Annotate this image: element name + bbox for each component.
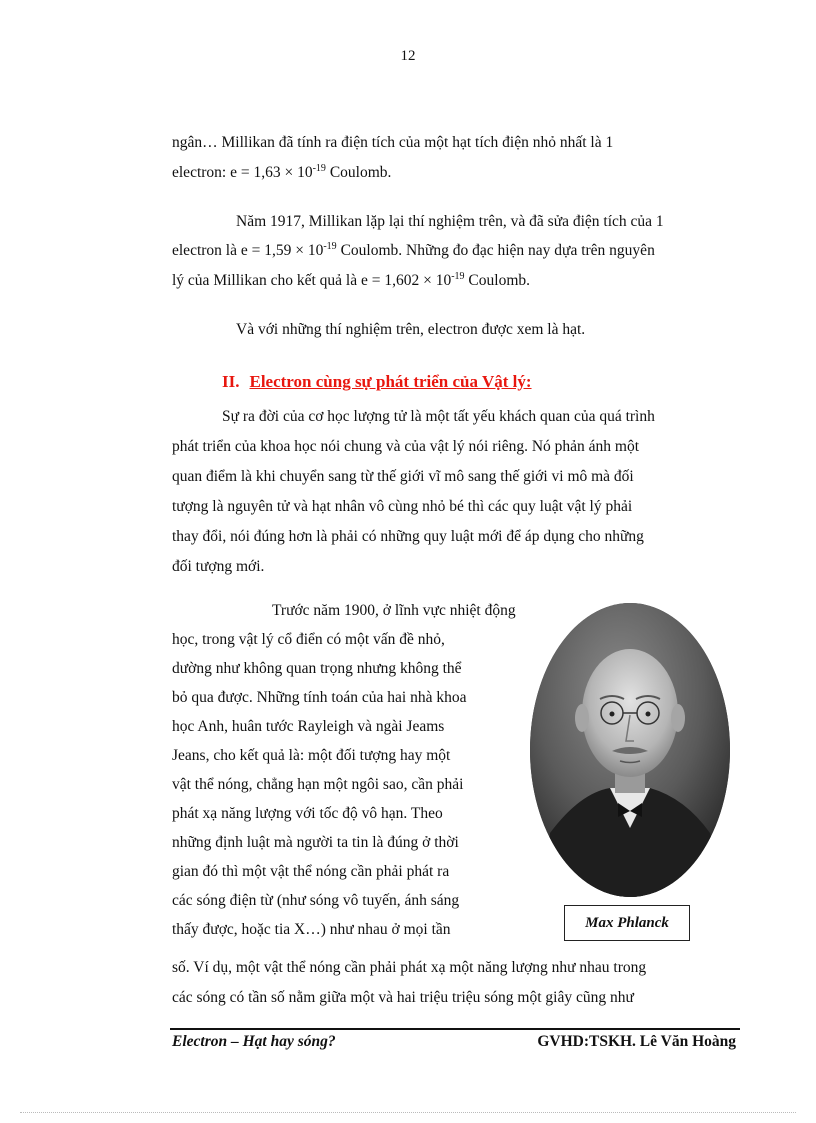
footer-advisor: GVHD:TSKH. Lê Văn Hoàng [537, 1033, 736, 1050]
text-run: Coulomb. [325, 164, 392, 181]
paragraph-5-line-7: vật thể nóng, chẳng hạn một ngôi sao, cần phải [172, 776, 464, 793]
paragraph-5-line-1: Trước năm 1900, ở lĩnh vực nhiệt động [272, 602, 516, 619]
portrait-photo [530, 603, 730, 897]
paragraph-2-line-3 [172, 271, 530, 291]
exponent: -19 [323, 241, 337, 252]
paragraph-4-line-4: tượng là nguyên tử và hạt nhân vô cùng nhỏ bé thì các quy luật vật lý phải [172, 498, 633, 515]
paragraph-1-line-1: ngân… Millikan đã tính ra điện tích của một hạt tích điện nhỏ nhất là 1 [172, 134, 614, 151]
page-bottom-border [20, 1112, 796, 1113]
paragraph-4-line-5: thay đổi, nói đúng hơn là phải có những quy luật mới để áp dụng cho những [172, 528, 644, 545]
paragraph-4-line-1: Sự ra đời của cơ học lượng tử là một tất yếu khách quan của quá trình [222, 408, 655, 425]
paragraph-4-line-6: đối tượng mới. [172, 558, 265, 575]
paragraph-5-line-11: các sóng điện từ (như sóng vô tuyến, ánh sáng [172, 892, 460, 909]
text-run: electron là e = 1,59 × 10 [172, 242, 324, 259]
footer-divider [170, 1028, 740, 1030]
text-run: electron: e = 1,63 × 10 [172, 164, 313, 181]
paragraph-2-line-2 [172, 241, 655, 261]
text-run: lý của Millikan cho kết quả là e = 1,602 × 10 [172, 272, 452, 289]
paragraph-5-line-2: học, trong vật lý cổ điển có một vấn đề nhỏ, [172, 631, 445, 648]
paragraph-5-line-8: phát xạ năng lượng với tốc độ vô hạn. Theo [172, 805, 443, 822]
paragraph-5-line-3: dường như không quan trọng nhưng không thể [172, 660, 462, 677]
footer-document-title: Electron – Hạt hay sóng? [172, 1033, 336, 1050]
section-number: II. [222, 372, 240, 391]
paragraph-5-line-13: số. Ví dụ, một vật thể nóng cần phải phát xạ một năng lượng như nhau trong [172, 959, 647, 976]
exponent: -19 [451, 271, 465, 282]
section-heading [222, 372, 532, 392]
paragraph-5-line-6: Jeans, cho kết quả là: một đối tượng hay một [172, 747, 451, 764]
text-run: Coulomb. Những đo đạc hiện nay dựa trên nguyên [336, 242, 655, 259]
section-title: Electron cùng sự phát triển của Vật lý: [249, 372, 532, 391]
paragraph-5-line-14: các sóng có tần số nằm giữa một và hai triệu triệu sóng một giây cũng như [172, 989, 634, 1006]
exponent: -19 [312, 163, 326, 174]
page-number: 12 [400, 48, 416, 64]
paragraph-1-line-2 [172, 163, 391, 183]
paragraph-3: Và với những thí nghiệm trên, electron được xem là hạt. [236, 321, 586, 338]
text-run: Coulomb. [464, 272, 530, 289]
paragraph-5-line-10: gian đó thì một vật thể nóng cần phải phát ra [172, 863, 450, 880]
paragraph-5-line-9: những định luật mà người ta tin là đúng ở thời [172, 834, 459, 851]
paragraph-4-line-3: quan điểm là khi chuyển sang từ thế giới vĩ mô sang thế giới vi mô mà đối [172, 468, 634, 485]
portrait-caption: Max Phlanck [564, 905, 690, 941]
portrait-drawing [530, 603, 730, 897]
paragraph-5-line-12: thấy được, hoặc tia X…) như nhau ở mọi tần [172, 921, 451, 938]
paragraph-5-line-4: bỏ qua được. Những tính toán của hai nhà khoa [172, 689, 467, 706]
paragraph-2-line-1: Năm 1917, Millikan lặp lại thí nghiệm trên, và đã sửa điện tích của 1 [236, 213, 664, 230]
paragraph-4-line-2: phát triển của khoa học nói chung và của vật lý nói riêng. Nó phản ánh một [172, 438, 640, 455]
paragraph-5-line-5: học Anh, huân tước Rayleigh và ngài Jeams [172, 718, 445, 735]
